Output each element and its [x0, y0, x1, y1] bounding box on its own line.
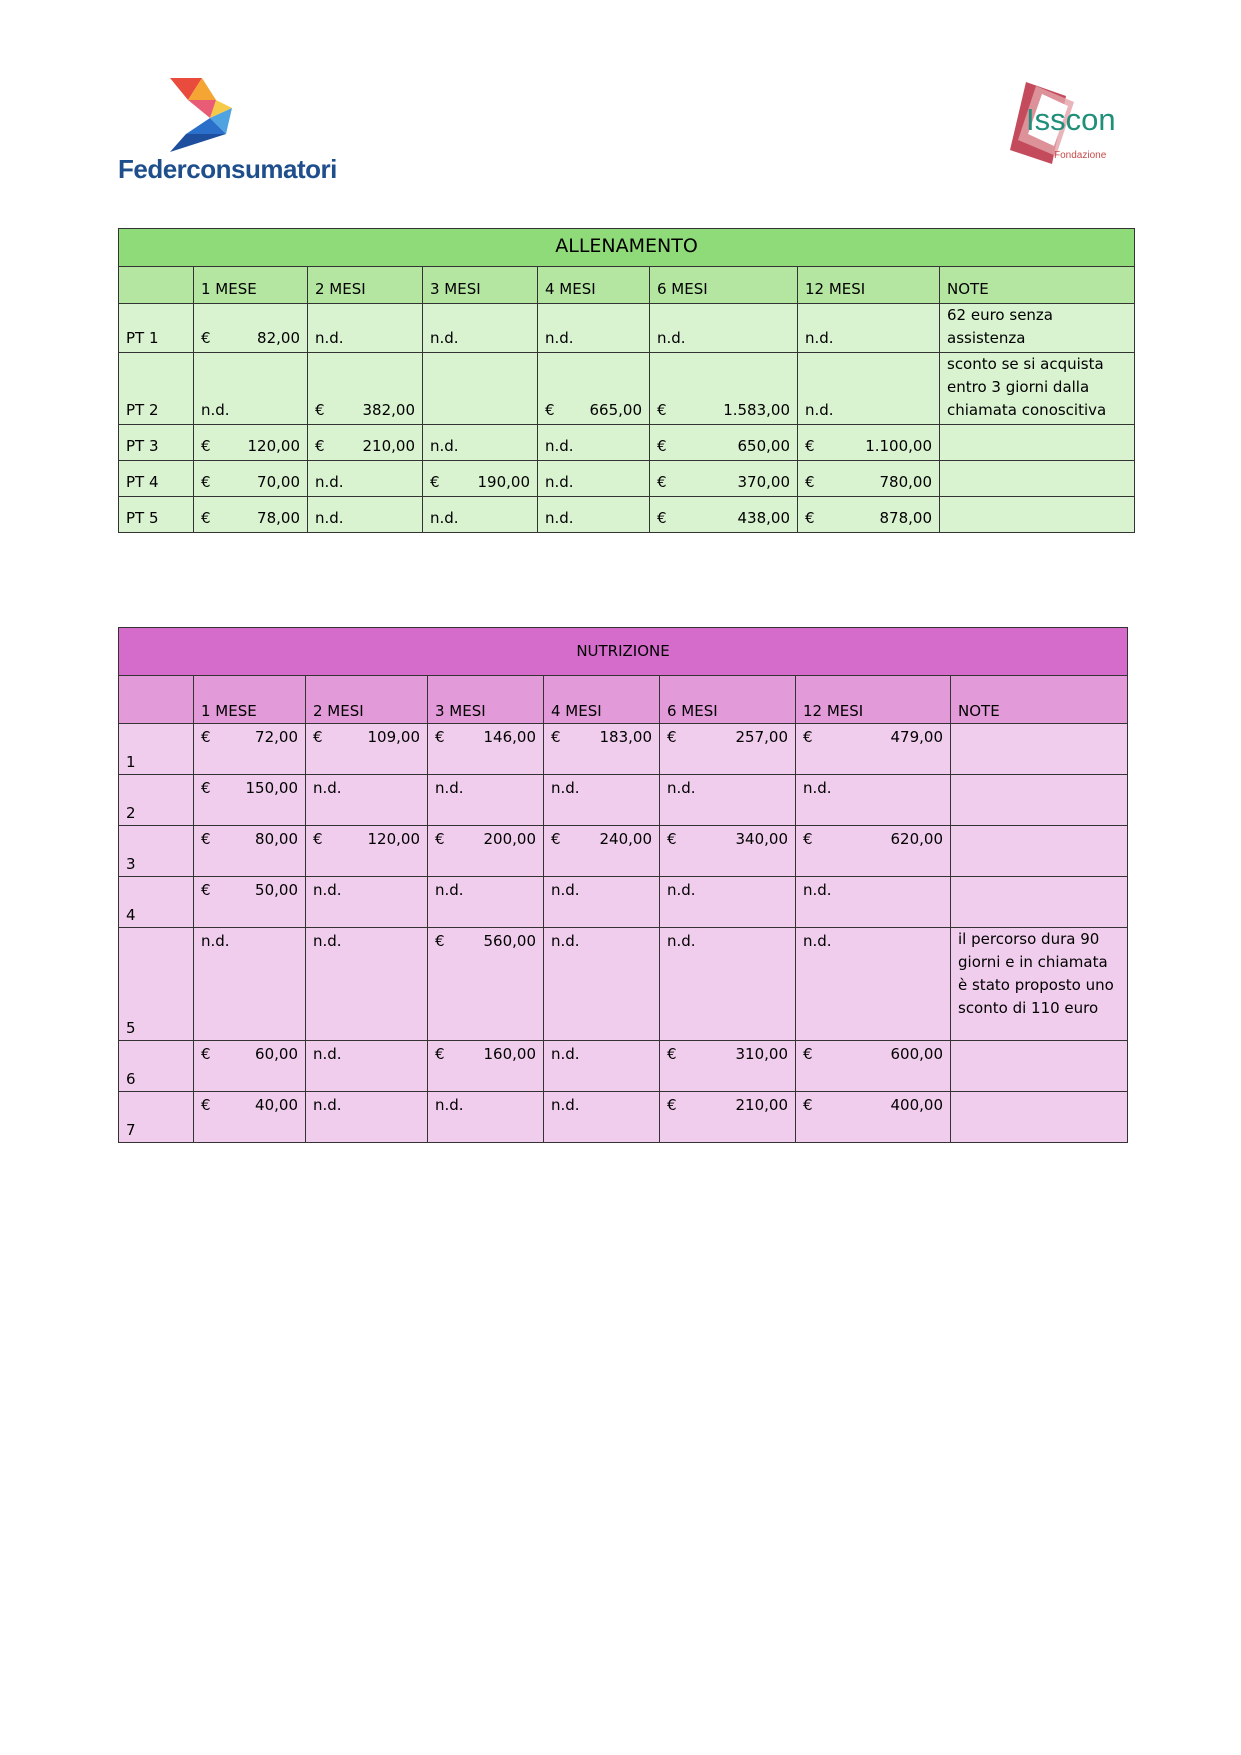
value-cell: n.d. [306, 1041, 428, 1092]
header-row [119, 267, 1135, 304]
price-value [805, 507, 932, 530]
column-header: 6 MESI [660, 676, 796, 724]
currency-symbol: € [315, 401, 325, 419]
price-value [435, 1043, 536, 1066]
value-cell: n.d. [306, 877, 428, 928]
price-value [551, 726, 652, 749]
value-cell: n.d. [423, 425, 538, 461]
amount: 183,00 [599, 728, 652, 746]
allenamento-table [118, 228, 1135, 533]
federconsumatori-mark-icon [170, 78, 240, 152]
price-cell [306, 724, 428, 775]
currency-symbol: € [201, 1045, 211, 1063]
value-cell: n.d. [544, 1092, 660, 1143]
price-value [657, 435, 790, 458]
note-cell [951, 1092, 1128, 1143]
price-cell [660, 724, 796, 775]
table-row [119, 826, 1128, 877]
currency-symbol: € [201, 509, 211, 527]
table-row [119, 425, 1135, 461]
amount: 479,00 [890, 728, 943, 746]
row-label: 5 [119, 928, 194, 1041]
price-value [805, 471, 932, 494]
value-cell: n.d. [428, 775, 544, 826]
price-value [315, 435, 415, 458]
row-label: PT 2 [119, 353, 194, 425]
value-cell: n.d. [538, 497, 650, 533]
price-value [803, 726, 943, 749]
row-label: PT 4 [119, 461, 194, 497]
price-value [435, 930, 536, 953]
amount: 665,00 [589, 401, 642, 419]
currency-symbol: € [805, 437, 815, 455]
price-cell [308, 425, 423, 461]
price-cell [660, 1092, 796, 1143]
currency-symbol: € [201, 437, 211, 455]
table-row [119, 497, 1135, 533]
value-cell: n.d. [544, 775, 660, 826]
value-cell: n.d. [308, 497, 423, 533]
price-cell [798, 425, 940, 461]
row-label: PT 1 [119, 304, 194, 353]
amount: 650,00 [737, 437, 790, 455]
value-cell: n.d. [423, 497, 538, 533]
price-cell [650, 425, 798, 461]
price-value [803, 828, 943, 851]
currency-symbol: € [667, 1045, 677, 1063]
currency-symbol: € [435, 1045, 445, 1063]
currency-symbol: € [805, 473, 815, 491]
table-row [119, 1041, 1128, 1092]
amount: 240,00 [599, 830, 652, 848]
column-header: 12 MESI [798, 267, 940, 304]
price-value [201, 1094, 298, 1117]
price-cell [650, 497, 798, 533]
amount: 382,00 [362, 401, 415, 419]
note-cell [951, 877, 1128, 928]
column-header: 3 MESI [423, 267, 538, 304]
price-cell [798, 461, 940, 497]
currency-symbol: € [551, 728, 561, 746]
currency-symbol: € [667, 728, 677, 746]
table-title-row [119, 628, 1128, 676]
row-label: 3 [119, 826, 194, 877]
currency-symbol: € [201, 473, 211, 491]
currency-symbol: € [805, 509, 815, 527]
price-cell [796, 1041, 951, 1092]
price-cell [798, 497, 940, 533]
currency-symbol: € [667, 1096, 677, 1114]
amount: 146,00 [483, 728, 536, 746]
price-cell [660, 1041, 796, 1092]
price-cell [194, 497, 308, 533]
amount: 70,00 [257, 473, 300, 491]
value-cell: n.d. [194, 928, 306, 1041]
value-cell: n.d. [428, 877, 544, 928]
value-cell: n.d. [306, 928, 428, 1041]
price-value [201, 1043, 298, 1066]
price-cell [796, 1092, 951, 1143]
price-value [667, 1094, 788, 1117]
price-cell [423, 461, 538, 497]
price-value [435, 828, 536, 851]
value-cell: n.d. [306, 1092, 428, 1143]
amount: 340,00 [735, 830, 788, 848]
amount: 1.100,00 [865, 437, 932, 455]
currency-symbol: € [430, 473, 440, 491]
table-row [119, 775, 1128, 826]
amount: 400,00 [890, 1096, 943, 1114]
price-value [201, 435, 300, 458]
amount: 620,00 [890, 830, 943, 848]
value-cell: n.d. [538, 461, 650, 497]
currency-symbol: € [551, 830, 561, 848]
amount: 190,00 [477, 473, 530, 491]
amount: 370,00 [737, 473, 790, 491]
amount: 82,00 [257, 329, 300, 347]
price-cell [194, 1092, 306, 1143]
column-header: 2 MESI [306, 676, 428, 724]
header-row [119, 676, 1128, 724]
column-header: 4 MESI [544, 676, 660, 724]
currency-symbol: € [803, 1045, 813, 1063]
price-cell [194, 826, 306, 877]
amount: 257,00 [735, 728, 788, 746]
nutrizione-table [118, 627, 1128, 1143]
value-cell: n.d. [308, 461, 423, 497]
note-cell [940, 461, 1135, 497]
table-title: NUTRIZIONE [119, 628, 1128, 676]
currency-symbol: € [201, 779, 211, 797]
note-cell [940, 497, 1135, 533]
amount: 160,00 [483, 1045, 536, 1063]
price-value [667, 828, 788, 851]
amount: 210,00 [735, 1096, 788, 1114]
currency-symbol: € [201, 830, 211, 848]
amount: 120,00 [367, 830, 420, 848]
column-header [119, 676, 194, 724]
column-header: 4 MESI [538, 267, 650, 304]
price-cell [194, 877, 306, 928]
price-cell [428, 928, 544, 1041]
price-value [430, 471, 530, 494]
value-cell: n.d. [544, 928, 660, 1041]
value-cell: n.d. [796, 775, 951, 826]
amount: 120,00 [247, 437, 300, 455]
price-cell [538, 353, 650, 425]
row-label: 1 [119, 724, 194, 775]
currency-symbol: € [435, 728, 445, 746]
amount: 200,00 [483, 830, 536, 848]
price-value [201, 327, 300, 350]
value-cell: n.d. [798, 353, 940, 425]
price-cell [796, 826, 951, 877]
price-cell [428, 826, 544, 877]
federconsumatori-logo [118, 78, 337, 188]
amount: 150,00 [245, 779, 298, 797]
currency-symbol: € [313, 830, 323, 848]
currency-symbol: € [435, 932, 445, 950]
currency-symbol: € [803, 830, 813, 848]
price-value [667, 1043, 788, 1066]
value-cell: n.d. [796, 877, 951, 928]
amount: 780,00 [879, 473, 932, 491]
currency-symbol: € [201, 1096, 211, 1114]
price-cell [544, 826, 660, 877]
value-cell: n.d. [544, 877, 660, 928]
value-cell: n.d. [796, 928, 951, 1041]
price-cell [428, 724, 544, 775]
currency-symbol: € [657, 473, 667, 491]
price-value [667, 726, 788, 749]
value-cell: n.d. [660, 928, 796, 1041]
price-value [313, 726, 420, 749]
value-cell: n.d. [660, 775, 796, 826]
value-cell: n.d. [308, 304, 423, 353]
table-row [119, 461, 1135, 497]
price-cell [306, 826, 428, 877]
price-value [545, 399, 642, 422]
amount: 80,00 [255, 830, 298, 848]
row-label: PT 5 [119, 497, 194, 533]
amount: 40,00 [255, 1096, 298, 1114]
price-cell [650, 461, 798, 497]
note-cell: 62 euro senza assistenza [940, 304, 1135, 353]
price-cell [308, 353, 423, 425]
price-cell [194, 304, 308, 353]
column-header: 1 MESE [194, 267, 308, 304]
value-cell [423, 353, 538, 425]
value-cell: n.d. [428, 1092, 544, 1143]
value-cell: n.d. [544, 1041, 660, 1092]
price-cell [544, 724, 660, 775]
price-value [435, 726, 536, 749]
note-cell [951, 826, 1128, 877]
currency-symbol: € [201, 728, 211, 746]
currency-symbol: € [657, 401, 667, 419]
price-value [315, 399, 415, 422]
price-value [551, 828, 652, 851]
amount: 1.583,00 [723, 401, 790, 419]
isscon-subtitle: Fondazione [1054, 150, 1107, 161]
isscon-logo [996, 78, 1126, 170]
value-cell: n.d. [798, 304, 940, 353]
column-header [119, 267, 194, 304]
table-row [119, 724, 1128, 775]
federconsumatori-wordmark: Federconsumatori [118, 154, 337, 184]
value-cell: n.d. [306, 775, 428, 826]
note-cell: sconto se si acquista entro 3 giorni dalla chiamata conoscitiva [940, 353, 1135, 425]
price-cell [194, 775, 306, 826]
value-cell: n.d. [650, 304, 798, 353]
column-header: 3 MESI [428, 676, 544, 724]
row-label: 6 [119, 1041, 194, 1092]
column-header: NOTE [940, 267, 1135, 304]
value-cell: n.d. [660, 877, 796, 928]
price-value [313, 828, 420, 851]
note-cell [951, 1041, 1128, 1092]
currency-symbol: € [803, 1096, 813, 1114]
currency-symbol: € [667, 830, 677, 848]
note-cell [951, 724, 1128, 775]
currency-symbol: € [657, 437, 667, 455]
price-value [201, 726, 298, 749]
row-label: PT 3 [119, 425, 194, 461]
currency-symbol: € [435, 830, 445, 848]
currency-symbol: € [657, 509, 667, 527]
amount: 310,00 [735, 1045, 788, 1063]
isscon-wordmark: Isscon [1026, 102, 1116, 137]
price-value [803, 1043, 943, 1066]
amount: 72,00 [255, 728, 298, 746]
note-cell: il percorso dura 90 giorni e in chiamata è stato proposto uno sconto di 110 euro [951, 928, 1128, 1041]
table-title-row [119, 229, 1135, 267]
price-value [201, 828, 298, 851]
amount: 50,00 [255, 881, 298, 899]
row-label: 4 [119, 877, 194, 928]
table-title: ALLENAMENTO [119, 229, 1135, 267]
column-header: 2 MESI [308, 267, 423, 304]
price-cell [194, 425, 308, 461]
note-cell [940, 425, 1135, 461]
price-cell [194, 1041, 306, 1092]
value-cell: n.d. [423, 304, 538, 353]
amount: 109,00 [367, 728, 420, 746]
currency-symbol: € [545, 401, 555, 419]
value-cell: n.d. [194, 353, 308, 425]
price-cell [428, 1041, 544, 1092]
amount: 210,00 [362, 437, 415, 455]
amount: 78,00 [257, 509, 300, 527]
value-cell: n.d. [538, 425, 650, 461]
table-row [119, 304, 1135, 353]
table-row [119, 1092, 1128, 1143]
amount: 878,00 [879, 509, 932, 527]
price-value [803, 1094, 943, 1117]
price-value [657, 399, 790, 422]
amount: 438,00 [737, 509, 790, 527]
price-value [201, 507, 300, 530]
price-value [201, 777, 298, 800]
price-cell [650, 353, 798, 425]
amount: 600,00 [890, 1045, 943, 1063]
table-row [119, 877, 1128, 928]
price-value [657, 507, 790, 530]
currency-symbol: € [313, 728, 323, 746]
note-cell [951, 775, 1128, 826]
price-cell [194, 461, 308, 497]
column-header: 12 MESI [796, 676, 951, 724]
column-header: NOTE [951, 676, 1128, 724]
amount: 560,00 [483, 932, 536, 950]
price-value [201, 879, 298, 902]
price-value [201, 471, 300, 494]
amount: 60,00 [255, 1045, 298, 1063]
row-label: 2 [119, 775, 194, 826]
price-value [805, 435, 932, 458]
table-row [119, 353, 1135, 425]
price-cell [194, 724, 306, 775]
currency-symbol: € [201, 881, 211, 899]
currency-symbol: € [315, 437, 325, 455]
column-header: 1 MESE [194, 676, 306, 724]
price-cell [660, 826, 796, 877]
price-value [657, 471, 790, 494]
price-cell [796, 724, 951, 775]
row-label: 7 [119, 1092, 194, 1143]
column-header: 6 MESI [650, 267, 798, 304]
value-cell: n.d. [538, 304, 650, 353]
currency-symbol: € [803, 728, 813, 746]
currency-symbol: € [201, 329, 211, 347]
table-row [119, 928, 1128, 1041]
